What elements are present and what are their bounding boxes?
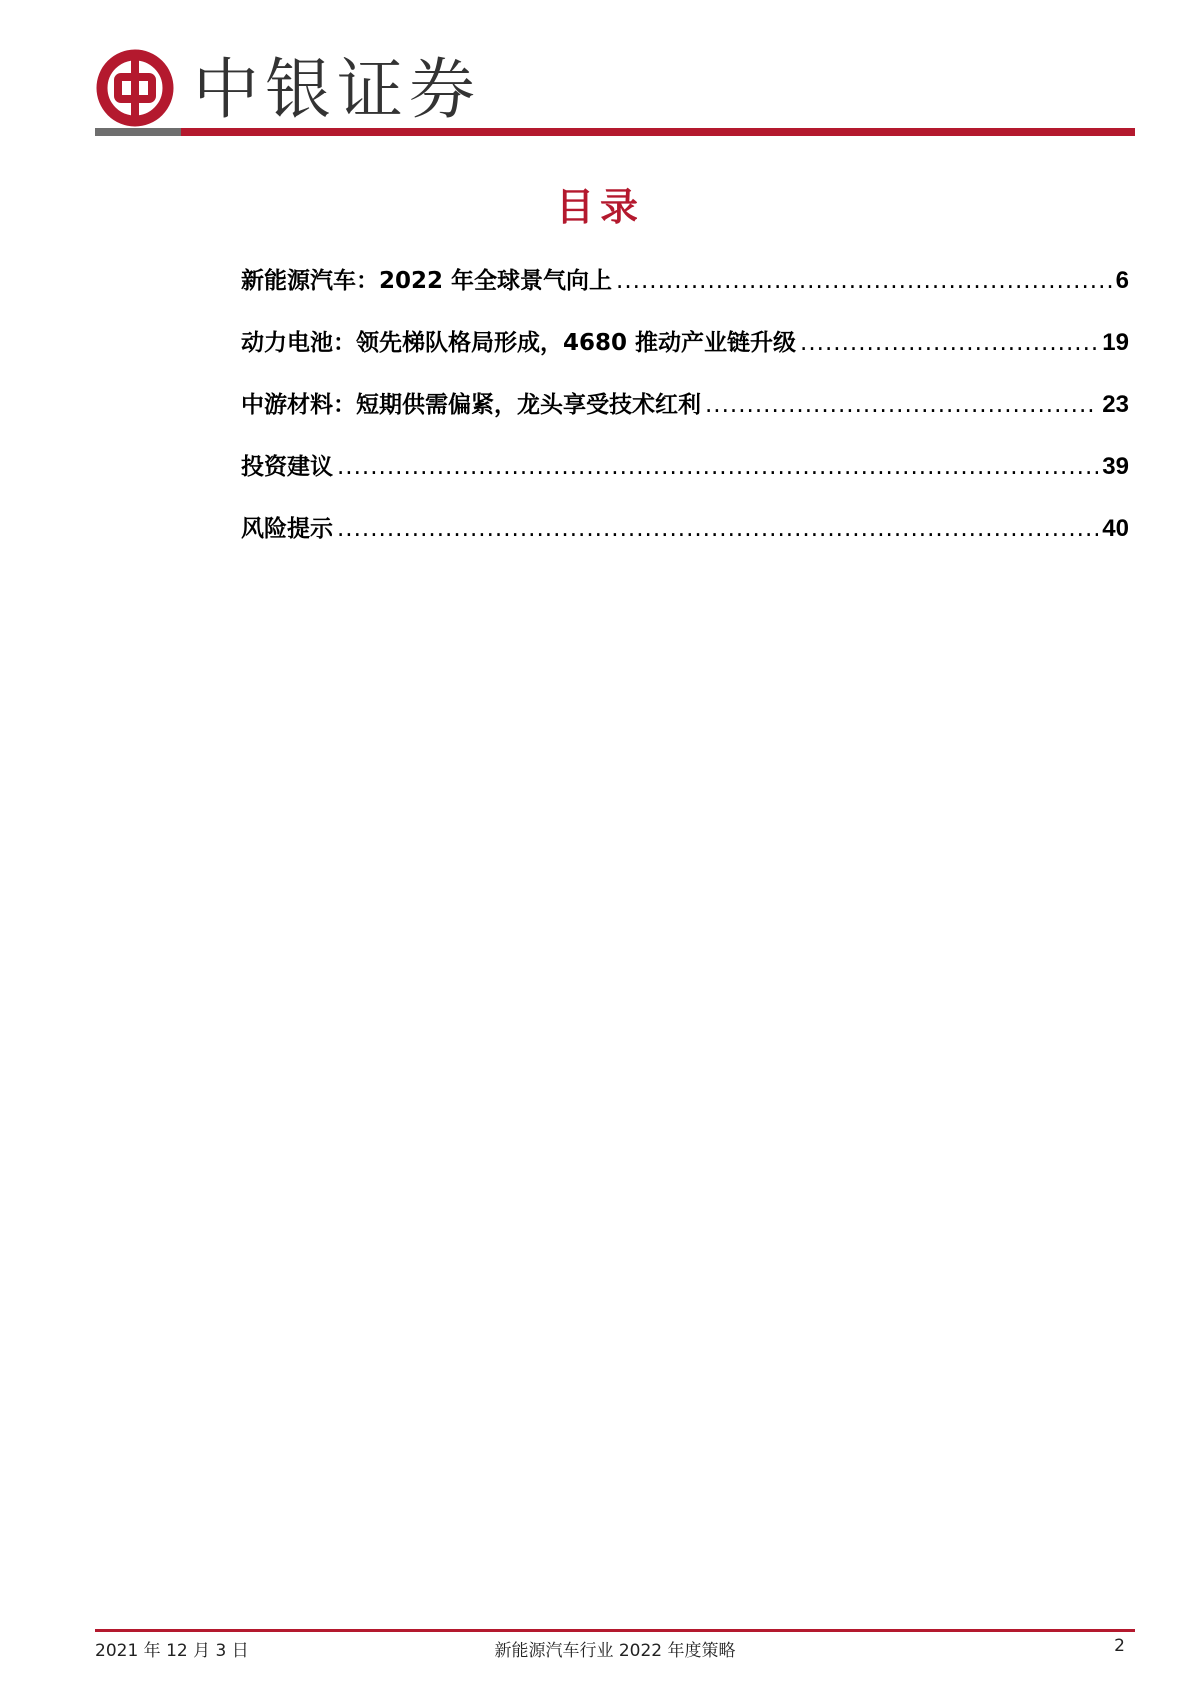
footer-rule: [95, 1629, 1135, 1632]
toc-entry-label: 风险提示: [241, 516, 333, 542]
toc-entry-page: 23: [1102, 391, 1129, 418]
footer-date: 2021 年 12 月 3 日: [95, 1641, 249, 1661]
toc-entry-label: 投资建议: [241, 454, 333, 480]
toc-entry-page: 6: [1115, 267, 1129, 294]
bank-of-china-logo-icon: [95, 48, 175, 128]
toc-dot-leader: [800, 330, 1098, 356]
toc-entry-label: 动力电池：领先梯队格局形成，4680 推动产业链升级: [241, 330, 797, 356]
toc-entry-label: 中游材料：短期供需偏紧，龙头享受技术红利: [241, 392, 701, 418]
page-footer: [95, 1636, 1135, 1664]
header-rule-gray: [95, 128, 181, 136]
toc-title: 目录: [555, 185, 644, 229]
table-of-contents: [241, 262, 1129, 572]
toc-entry-3[interactable]: [241, 386, 1129, 448]
brand-name: 中银证券: [193, 51, 481, 128]
footer-report-title: 新能源汽车行业 2022 年度策略: [494, 1641, 736, 1661]
page-header: [95, 48, 1135, 143]
toc-entry-label: 新能源汽车：2022 年全球景气向上: [241, 268, 613, 294]
toc-dot-leader: [337, 516, 1098, 542]
toc-entry-1[interactable]: [241, 262, 1129, 324]
toc-entry-page: 19: [1102, 329, 1129, 356]
toc-entry-page: 39: [1102, 453, 1129, 480]
toc-entry-2[interactable]: [241, 324, 1129, 386]
footer-page-number: 2: [1114, 1636, 1125, 1656]
toc-dot-leader: [616, 268, 1112, 294]
toc-entry-page: 40: [1102, 515, 1129, 542]
toc-entry-5[interactable]: [241, 510, 1129, 572]
toc-dot-leader: [337, 454, 1098, 480]
toc-entry-4[interactable]: [241, 448, 1129, 510]
toc-dot-leader: [705, 392, 1098, 418]
header-rule-red: [181, 128, 1135, 136]
